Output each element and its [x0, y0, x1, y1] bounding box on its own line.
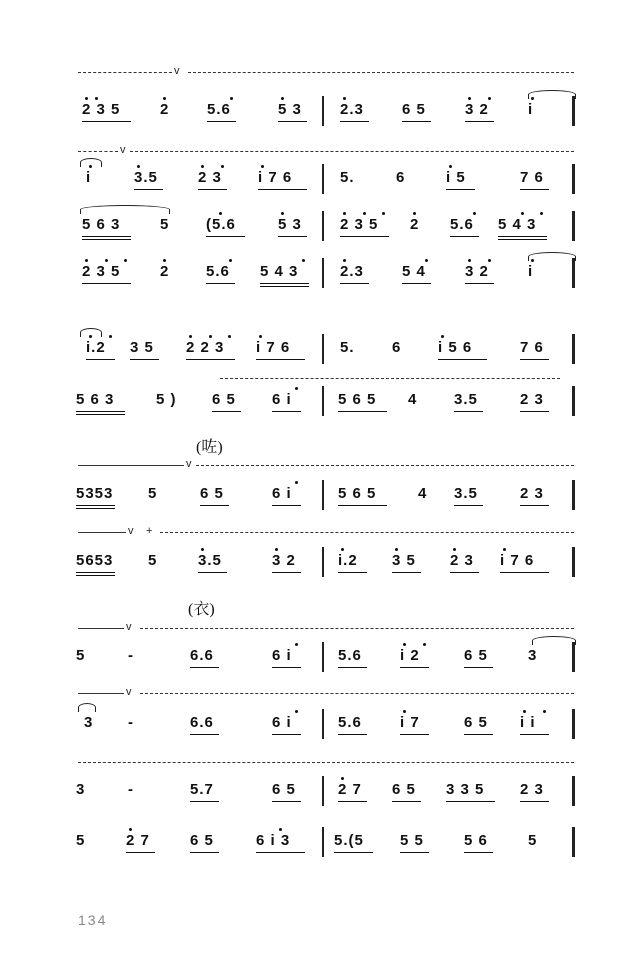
bar-line: [322, 480, 324, 510]
high-octave-dot: [425, 259, 428, 262]
breath-mark: v: [126, 621, 132, 633]
underline: [340, 121, 369, 122]
underline: [402, 121, 431, 122]
underline: [338, 411, 387, 412]
note-group: i: [528, 101, 534, 118]
note-group: 6.6: [190, 714, 214, 731]
high-octave-dot: [488, 259, 491, 262]
underline: [464, 734, 493, 735]
note-group: 5.6: [338, 714, 362, 731]
note-group: 2: [410, 216, 420, 233]
underline: [400, 667, 429, 668]
bar-line: [322, 776, 324, 806]
note-group: 5 6: [464, 832, 488, 849]
note-group: 6 i 3: [256, 832, 291, 849]
note-group: 3: [76, 781, 86, 798]
underline: [465, 283, 494, 284]
slur: [528, 252, 576, 261]
note-group: 6 5: [272, 781, 296, 798]
note-group: 6 5: [212, 391, 236, 408]
guide-line: [78, 465, 184, 466]
guide-line: [188, 72, 574, 73]
high-octave-dot: [423, 643, 426, 646]
note-group: 5: [148, 552, 158, 569]
note-group: 5.(5: [334, 832, 364, 849]
note-group: (5.6: [206, 216, 236, 233]
underline: [402, 283, 431, 284]
high-octave-dot: [259, 335, 262, 338]
high-octave-dot: [163, 259, 166, 262]
note-group: 5: [76, 832, 86, 849]
high-octave-dot: [228, 335, 231, 338]
high-octave-dot: [109, 335, 112, 338]
bar-line-end: [572, 211, 575, 241]
guide-line: [78, 762, 574, 763]
note-group: 3.5: [454, 391, 478, 408]
bar-line: [322, 827, 324, 857]
note-group: 5.6: [338, 647, 362, 664]
note-group: 3 2: [465, 101, 489, 118]
high-octave-dot: [343, 97, 346, 100]
note-group: i 5: [446, 169, 466, 186]
breath-mark: v: [120, 144, 126, 156]
note-group: 5 ): [156, 391, 177, 408]
high-octave-dot: [85, 259, 88, 262]
note-group: 3 5: [392, 552, 416, 569]
underline: [190, 852, 219, 853]
note-group: 5: [528, 832, 538, 849]
high-octave-dot: [137, 165, 140, 168]
note-group: 6 5: [402, 101, 426, 118]
bar-line-end: [572, 642, 575, 672]
underline: [278, 121, 307, 122]
note-group: i 7: [400, 714, 420, 731]
note-group: 5 4 3: [260, 263, 299, 280]
note-group: 6 5: [392, 781, 416, 798]
underline: [272, 572, 301, 573]
underline: [206, 236, 245, 237]
underline: [190, 667, 219, 668]
note-group: 2 2 3: [186, 339, 225, 356]
note-group: 2 3: [520, 781, 544, 798]
note-group: 2 3 5: [82, 101, 121, 118]
note-group: -: [128, 781, 134, 798]
underline: [76, 505, 115, 506]
guide-line: [220, 378, 560, 379]
note-group: 5 5: [400, 832, 424, 849]
breath-mark: v: [128, 525, 134, 537]
high-octave-dot: [403, 710, 406, 713]
note-group: 5.: [340, 339, 355, 356]
note-group: 5653: [76, 552, 114, 569]
plus-mark: +: [146, 525, 153, 537]
underline: [206, 283, 235, 284]
bar-line-end: [572, 258, 575, 288]
high-octave-dot: [468, 259, 471, 262]
note-group: 2.3: [340, 101, 364, 118]
note-group: 6 i: [272, 391, 292, 408]
note-group: 5 6 3: [82, 216, 121, 233]
high-octave-dot: [219, 212, 222, 215]
underline: [256, 852, 305, 853]
underline: [464, 852, 493, 853]
note-group: 5.6: [207, 101, 231, 118]
note-group: i 2: [400, 647, 420, 664]
note-group: i 7 6: [258, 169, 293, 186]
note-group: i.2: [338, 552, 358, 569]
underline: [130, 359, 159, 360]
bar-line: [322, 334, 324, 364]
bar-line: [322, 709, 324, 739]
underline: [212, 411, 241, 412]
underline: [446, 801, 495, 802]
underline: [278, 236, 307, 237]
high-octave-dot: [201, 165, 204, 168]
slur: [528, 90, 576, 99]
high-octave-dot: [124, 259, 127, 262]
note-group: 5 3: [278, 216, 302, 233]
note-group: 6: [396, 169, 406, 186]
underline: [500, 572, 549, 573]
note-group: 7 6: [520, 339, 544, 356]
high-octave-dot: [275, 548, 278, 551]
underline: [498, 236, 547, 237]
note-group: i 5 6: [438, 339, 473, 356]
note-group: 6 5: [200, 485, 224, 502]
underline: [392, 572, 421, 573]
note-group: 5.: [340, 169, 355, 186]
underline: [256, 359, 305, 360]
lyric-text: (衣): [188, 601, 215, 618]
high-octave-dot: [201, 548, 204, 551]
underline: [198, 572, 227, 573]
underline: [272, 411, 301, 412]
bar-line-end: [572, 776, 575, 806]
note-group: 5353: [76, 485, 114, 502]
underline: [272, 801, 301, 802]
underline: [260, 286, 309, 287]
note-group: 2 3: [198, 169, 222, 186]
high-octave-dot: [221, 165, 224, 168]
breath-mark: v: [174, 65, 180, 77]
note-group: 6 i: [272, 485, 292, 502]
note-group: 5: [76, 647, 86, 664]
high-octave-dot: [521, 212, 524, 215]
slur: [80, 158, 102, 167]
guide-line: [130, 151, 574, 152]
note-group: 2 7: [126, 832, 150, 849]
note-group: i.2: [86, 339, 106, 356]
note-group: 5 4 3: [498, 216, 537, 233]
note-group: i: [528, 263, 534, 280]
guide-line: [78, 628, 124, 629]
underline: [186, 359, 235, 360]
note-group: i 7 6: [256, 339, 291, 356]
high-octave-dot: [523, 710, 526, 713]
underline: [454, 505, 483, 506]
note-group: 2 3 5: [340, 216, 379, 233]
note-group: 6.6: [190, 647, 214, 664]
guide-line: [78, 693, 124, 694]
underline: [338, 801, 367, 802]
bar-line-end: [572, 334, 575, 364]
underline: [454, 411, 483, 412]
underline: [272, 734, 301, 735]
high-octave-dot: [395, 548, 398, 551]
note-group: 3 2: [272, 552, 296, 569]
high-octave-dot: [281, 212, 284, 215]
high-octave-dot: [403, 643, 406, 646]
underline: [76, 572, 115, 573]
note-group: 5.7: [190, 781, 214, 798]
note-group: 4: [408, 391, 418, 408]
slur: [80, 328, 102, 337]
high-octave-dot: [441, 335, 444, 338]
note-group: i 7 6: [500, 552, 535, 569]
bar-line-end: [572, 547, 575, 577]
note-group: 5.6: [450, 216, 474, 233]
underline: [338, 667, 367, 668]
underline: [438, 359, 487, 360]
high-octave-dot: [279, 828, 282, 831]
underline: [334, 852, 373, 853]
guide-line: [140, 628, 574, 629]
bar-line-end: [572, 827, 575, 857]
underline: [340, 283, 369, 284]
high-octave-dot: [341, 777, 344, 780]
underline: [76, 411, 125, 412]
underline: [465, 121, 494, 122]
underline: [126, 852, 155, 853]
note-group: 2 3: [520, 391, 544, 408]
breath-mark: v: [126, 686, 132, 698]
lyric-text: (咗): [196, 439, 223, 456]
high-octave-dot: [209, 335, 212, 338]
underline: [338, 505, 387, 506]
breath-mark: v: [186, 458, 192, 470]
note-group: 5 4: [402, 263, 426, 280]
bar-line-end: [572, 480, 575, 510]
high-octave-dot: [229, 259, 232, 262]
underline: [338, 734, 367, 735]
underline: [520, 189, 549, 190]
high-octave-dot: [95, 97, 98, 100]
high-octave-dot: [488, 97, 491, 100]
bar-line: [322, 164, 324, 194]
underline: [76, 508, 115, 509]
underline: [520, 359, 549, 360]
underline: [272, 505, 301, 506]
guide-line: [160, 532, 574, 533]
guide-line: [78, 532, 126, 533]
guide-line: [196, 465, 574, 466]
high-octave-dot: [382, 212, 385, 215]
underline: [498, 239, 547, 240]
underline: [190, 734, 219, 735]
high-octave-dot: [189, 335, 192, 338]
underline: [76, 575, 115, 576]
note-group: 5: [160, 216, 170, 233]
guide-line: [140, 693, 574, 694]
bar-line: [322, 547, 324, 577]
note-group: 2.3: [340, 263, 364, 280]
note-group: 3 2: [465, 263, 489, 280]
high-octave-dot: [453, 548, 456, 551]
underline: [86, 359, 115, 360]
note-group: 2: [160, 101, 170, 118]
note-group: i i: [520, 714, 536, 731]
underline: [520, 505, 549, 506]
underline: [82, 283, 131, 284]
high-octave-dot: [343, 212, 346, 215]
underline: [446, 189, 475, 190]
underline: [198, 189, 227, 190]
high-octave-dot: [363, 212, 366, 215]
underline: [190, 801, 219, 802]
bar-line: [322, 642, 324, 672]
underline: [392, 801, 421, 802]
note-group: 6 5: [464, 714, 488, 731]
underline: [207, 121, 236, 122]
high-octave-dot: [129, 828, 132, 831]
underline: [134, 189, 163, 190]
underline: [76, 414, 125, 415]
underline: [520, 411, 549, 412]
bar-line: [322, 258, 324, 288]
high-octave-dot: [473, 212, 476, 215]
bar-line-end: [572, 386, 575, 416]
high-octave-dot: [413, 212, 416, 215]
note-group: 3 3 5: [446, 781, 485, 798]
note-group: 6 i: [272, 647, 292, 664]
note-group: 5 3: [278, 101, 302, 118]
page-number: 134: [78, 912, 108, 928]
high-octave-dot: [261, 165, 264, 168]
underline: [82, 121, 131, 122]
high-octave-dot: [540, 212, 543, 215]
underline: [338, 572, 367, 573]
underline: [450, 572, 479, 573]
underline: [272, 667, 301, 668]
note-group: 6 5: [190, 832, 214, 849]
underline: [82, 239, 131, 240]
bar-line: [322, 386, 324, 416]
underline: [520, 734, 549, 735]
high-octave-dot: [341, 548, 344, 551]
high-octave-dot: [105, 259, 108, 262]
note-group: 3.5: [198, 552, 222, 569]
bar-line-end: [572, 709, 575, 739]
underline: [464, 667, 493, 668]
high-octave-dot: [302, 259, 305, 262]
underline: [200, 505, 229, 506]
note-group: 3.5: [134, 169, 158, 186]
bar-line-end: [572, 164, 575, 194]
high-octave-dot: [503, 548, 506, 551]
note-group: 5: [148, 485, 158, 502]
high-octave-dot: [295, 643, 298, 646]
high-octave-dot: [295, 710, 298, 713]
bar-line: [322, 211, 324, 241]
note-group: 5.6: [206, 263, 230, 280]
guide-line: [78, 151, 118, 152]
slur: [532, 636, 576, 645]
underline: [400, 734, 429, 735]
note-group: 6 i: [272, 714, 292, 731]
high-octave-dot: [449, 165, 452, 168]
note-group: 2 3: [450, 552, 474, 569]
underline: [520, 801, 549, 802]
high-octave-dot: [295, 481, 298, 484]
guide-line: [78, 72, 172, 73]
note-group: 6 5: [464, 647, 488, 664]
bar-line-end: [572, 96, 575, 126]
underline: [400, 852, 429, 853]
note-group: 2: [160, 263, 170, 280]
note-group: 5 6 3: [76, 391, 115, 408]
note-group: 2 7: [338, 781, 362, 798]
bar-line: [322, 96, 324, 126]
high-octave-dot: [230, 97, 233, 100]
note-group: 3.5: [454, 485, 478, 502]
underline: [260, 283, 309, 284]
slur: [80, 205, 170, 214]
note-group: -: [128, 647, 134, 664]
note-group: 7 6: [520, 169, 544, 186]
underline: [82, 236, 131, 237]
note-group: 3: [528, 647, 538, 664]
slur: [78, 703, 96, 712]
note-group: i: [86, 169, 92, 186]
underline: [450, 236, 479, 237]
high-octave-dot: [295, 387, 298, 390]
high-octave-dot: [343, 259, 346, 262]
note-group: 2 3: [520, 485, 544, 502]
note-group: 2 3 5: [82, 263, 121, 280]
note-group: 4: [418, 485, 428, 502]
high-octave-dot: [163, 97, 166, 100]
note-group: 3: [84, 714, 94, 731]
note-group: 3 5: [130, 339, 154, 356]
note-group: 5 6 5: [338, 391, 377, 408]
underline: [258, 189, 307, 190]
high-octave-dot: [468, 97, 471, 100]
note-group: 6: [392, 339, 402, 356]
high-octave-dot: [281, 97, 284, 100]
note-group: 5 6 5: [338, 485, 377, 502]
underline: [340, 236, 389, 237]
high-octave-dot: [543, 710, 546, 713]
high-octave-dot: [85, 97, 88, 100]
note-group: -: [128, 714, 134, 731]
